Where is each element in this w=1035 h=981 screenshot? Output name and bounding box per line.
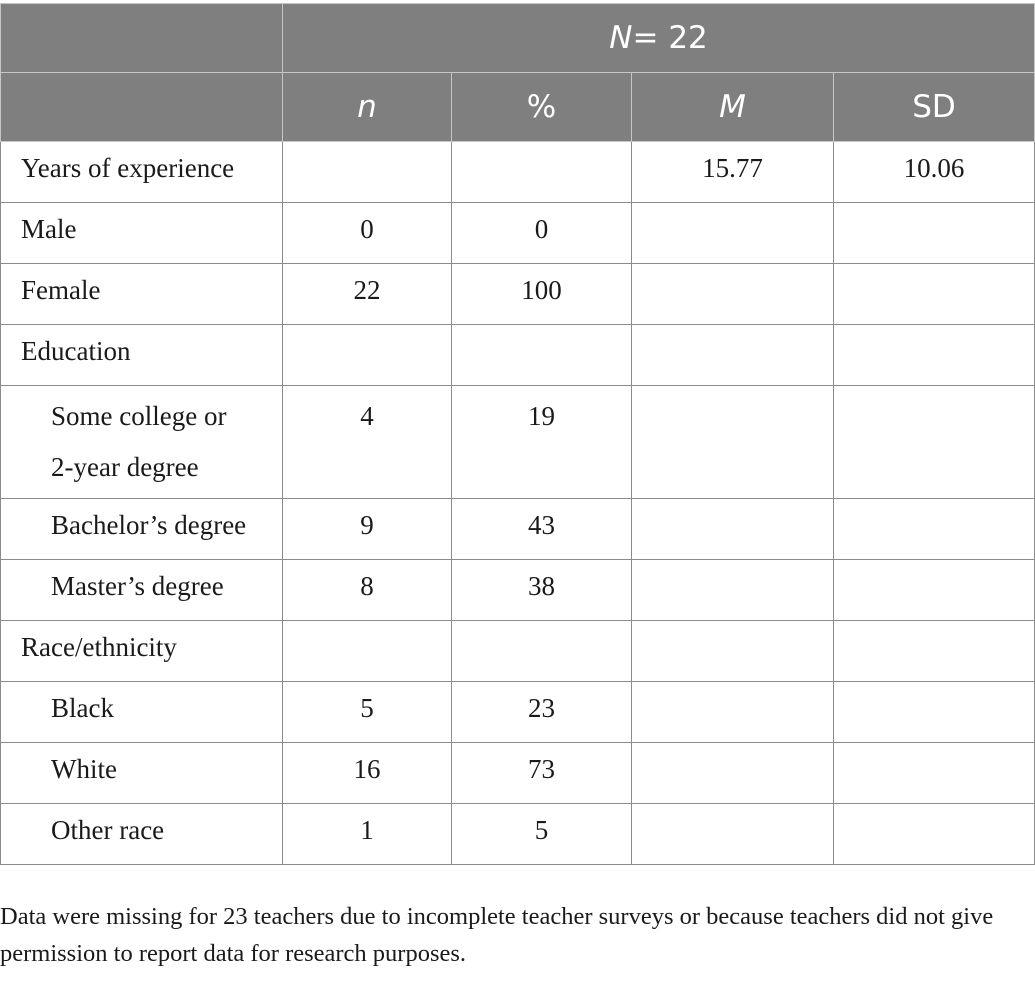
cell-percent bbox=[452, 325, 632, 386]
table-row bbox=[1, 203, 1035, 264]
cell-percent: 0 bbox=[452, 203, 632, 264]
cell-sd bbox=[834, 621, 1035, 682]
cell-mean bbox=[632, 682, 834, 743]
cell-n: 4 bbox=[283, 386, 452, 499]
table-row bbox=[1, 621, 1035, 682]
row-label: Years of experience bbox=[1, 142, 283, 203]
cell-percent bbox=[452, 142, 632, 203]
cell-sd bbox=[834, 804, 1035, 865]
table-footnote: Data were missing for 23 teachers due to incomplete teacher surveys or because teachers did not give permission to report data for research purposes. bbox=[0, 903, 994, 967]
cell-mean bbox=[632, 743, 834, 804]
row-label bbox=[1, 386, 283, 499]
row-label: Bachelor’s degree bbox=[1, 499, 283, 560]
sample-size-symbol: N bbox=[609, 20, 633, 56]
cell-n bbox=[283, 325, 452, 386]
column-header-mean: M bbox=[632, 73, 834, 142]
cell-sd: 10.06 bbox=[834, 142, 1035, 203]
table-row bbox=[1, 142, 1035, 203]
cell-n bbox=[283, 142, 452, 203]
row-label-line: Some college or bbox=[51, 401, 227, 431]
cell-sd bbox=[834, 682, 1035, 743]
cell-sd bbox=[834, 203, 1035, 264]
cell-sd bbox=[834, 264, 1035, 325]
demographics-table bbox=[0, 3, 1035, 865]
row-label: Race/ethnicity bbox=[1, 621, 283, 682]
row-label: Other race bbox=[1, 804, 283, 865]
cell-sd bbox=[834, 499, 1035, 560]
cell-n: 1 bbox=[283, 804, 452, 865]
cell-percent: 73 bbox=[452, 743, 632, 804]
cell-n: 16 bbox=[283, 743, 452, 804]
table-row bbox=[1, 560, 1035, 621]
table-row bbox=[1, 682, 1035, 743]
cell-sd bbox=[834, 325, 1035, 386]
table-row bbox=[1, 386, 1035, 499]
header-row-columns bbox=[1, 73, 1035, 142]
table-row bbox=[1, 743, 1035, 804]
cell-percent: 100 bbox=[452, 264, 632, 325]
cell-sd bbox=[834, 386, 1035, 499]
cell-n: 5 bbox=[283, 682, 452, 743]
table-row bbox=[1, 804, 1035, 865]
header-empty-cell bbox=[1, 73, 283, 142]
row-label-line: 2-year degree bbox=[51, 452, 199, 482]
cell-mean bbox=[632, 560, 834, 621]
row-label: Education bbox=[1, 325, 283, 386]
cell-sd bbox=[834, 560, 1035, 621]
column-header-n: n bbox=[283, 73, 452, 142]
cell-percent: 19 bbox=[452, 386, 632, 499]
cell-percent: 5 bbox=[452, 804, 632, 865]
cell-percent: 43 bbox=[452, 499, 632, 560]
cell-n: 22 bbox=[283, 264, 452, 325]
row-label: Black bbox=[1, 682, 283, 743]
cell-n: 9 bbox=[283, 499, 452, 560]
cell-sd bbox=[834, 743, 1035, 804]
table-row bbox=[1, 325, 1035, 386]
column-header-sd: SD bbox=[834, 73, 1035, 142]
column-header-percent: % bbox=[452, 73, 632, 142]
cell-n: 8 bbox=[283, 560, 452, 621]
cell-mean: 15.77 bbox=[632, 142, 834, 203]
cell-mean bbox=[632, 325, 834, 386]
row-label: Male bbox=[1, 203, 283, 264]
row-label: Master’s degree bbox=[1, 560, 283, 621]
cell-percent: 38 bbox=[452, 560, 632, 621]
cell-mean bbox=[632, 499, 834, 560]
sample-size-header bbox=[283, 4, 1035, 73]
row-label: White bbox=[1, 743, 283, 804]
header-empty-cell bbox=[1, 4, 283, 73]
cell-percent: 23 bbox=[452, 682, 632, 743]
cell-mean bbox=[632, 264, 834, 325]
cell-mean bbox=[632, 804, 834, 865]
header-row-sample-size bbox=[1, 4, 1035, 73]
cell-percent bbox=[452, 621, 632, 682]
sample-size-value: = 22 bbox=[632, 20, 708, 56]
table-row bbox=[1, 264, 1035, 325]
cell-mean bbox=[632, 386, 834, 499]
cell-n bbox=[283, 621, 452, 682]
cell-mean bbox=[632, 621, 834, 682]
table-row bbox=[1, 499, 1035, 560]
cell-n: 0 bbox=[283, 203, 452, 264]
cell-mean bbox=[632, 203, 834, 264]
row-label: Female bbox=[1, 264, 283, 325]
